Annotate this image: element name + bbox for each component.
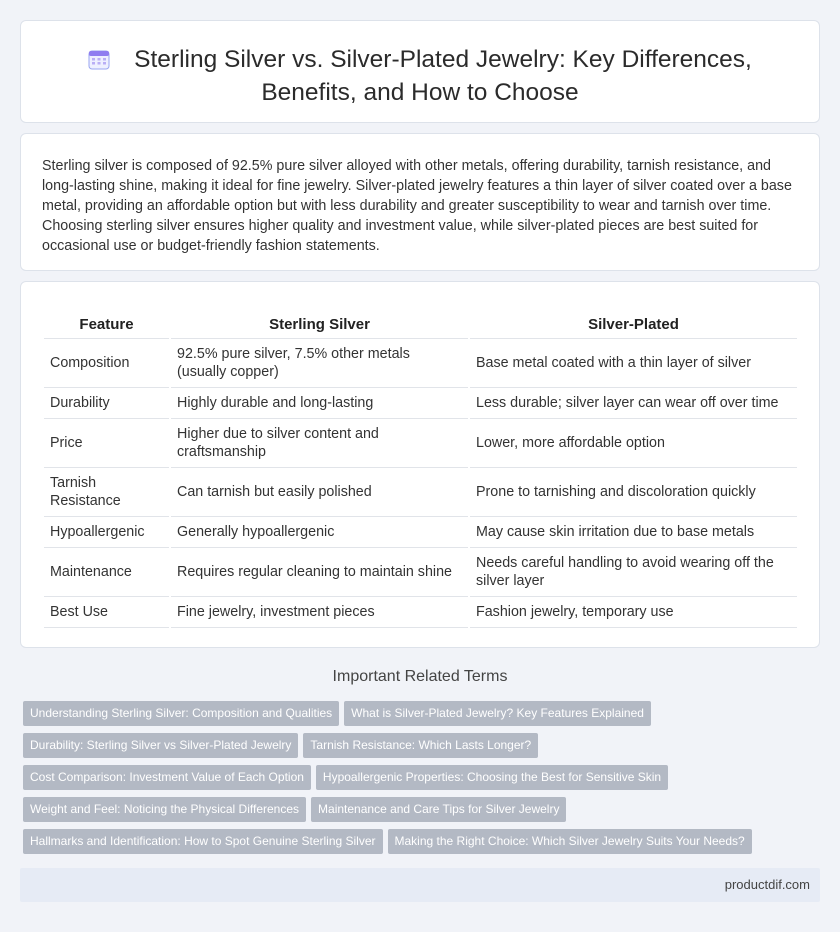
table-cell: May cause skin irritation due to base metals — [470, 517, 797, 548]
calendar-icon — [88, 48, 110, 70]
intro-card — [20, 133, 820, 271]
related-term-tag[interactable]: Understanding Sterling Silver: Composition and Qualities — [23, 701, 339, 726]
table-cell: Base metal coated with a thin layer of silver — [470, 339, 797, 388]
table-row — [44, 388, 797, 419]
table-cell: Higher due to silver content and craftsmanship — [171, 419, 468, 468]
table-cell: Maintenance — [44, 548, 169, 597]
footer — [20, 868, 820, 902]
page-title: Sterling Silver vs. Silver-Plated Jewelry: Key Differences, Benefits, and How to Choose — [134, 46, 752, 106]
table-cell: Generally hypoallergenic — [171, 517, 468, 548]
related-term-tag[interactable]: Tarnish Resistance: Which Lasts Longer? — [303, 733, 538, 758]
table-cell: Highly durable and long-lasting — [171, 388, 468, 419]
table-cell: Tarnish Resistance — [44, 468, 169, 517]
related-term-tag[interactable]: Hypoallergenic Properties: Choosing the Best for Sensitive Skin — [316, 765, 668, 790]
table-cell: Price — [44, 419, 169, 468]
title-card — [20, 20, 820, 123]
table-cell: Requires regular cleaning to maintain shine — [171, 548, 468, 597]
comparison-card — [20, 281, 820, 648]
related-terms-title: Important Related Terms — [332, 668, 508, 685]
table-header-row — [44, 310, 797, 339]
table-row — [44, 517, 797, 548]
table-cell: Fine jewelry, investment pieces — [171, 597, 468, 628]
table-cell: Can tarnish but easily polished — [171, 468, 468, 517]
table-cell: Needs careful handling to avoid wearing off the silver layer — [470, 548, 797, 597]
related-term-tag[interactable]: Cost Comparison: Investment Value of Each Option — [23, 765, 311, 790]
table-cell: Less durable; silver layer can wear off over time — [470, 388, 797, 419]
header-feature: Feature — [44, 310, 169, 339]
header-sterling-silver: Sterling Silver — [171, 310, 468, 339]
table-cell: Composition — [44, 339, 169, 388]
related-term-tag[interactable]: Durability: Sterling Silver vs Silver-Plated Jewelry — [23, 733, 298, 758]
table-cell: Fashion jewelry, temporary use — [470, 597, 797, 628]
table-cell: Durability — [44, 388, 169, 419]
page-title-wrap — [21, 21, 819, 109]
related-term-tag[interactable]: Weight and Feel: Noticing the Physical Differences — [23, 797, 306, 822]
related-term-tag[interactable]: Hallmarks and Identification: How to Spot Genuine Sterling Silver — [23, 829, 383, 854]
comparison-table — [42, 310, 799, 628]
table-row — [44, 419, 797, 468]
table-row — [44, 597, 797, 628]
table-row — [44, 339, 797, 388]
table-cell: Prone to tarnishing and discoloration quickly — [470, 468, 797, 517]
related-term-tag[interactable]: Making the Right Choice: Which Silver Jewelry Suits Your Needs? — [388, 829, 752, 854]
header-silver-plated: Silver-Plated — [470, 310, 797, 339]
table-cell: Hypoallergenic — [44, 517, 169, 548]
related-term-tag[interactable]: Maintenance and Care Tips for Silver Jewelry — [311, 797, 566, 822]
footer-site-link[interactable]: productdif.com — [724, 877, 810, 892]
table-row — [44, 548, 797, 597]
table-cell: Lower, more affordable option — [470, 419, 797, 468]
table-row — [44, 468, 797, 517]
table-cell: 92.5% pure silver, 7.5% other metals (usually copper) — [171, 339, 468, 388]
table-cell: Best Use — [44, 597, 169, 628]
related-term-tag[interactable]: What is Silver-Plated Jewelry? Key Features Explained — [344, 701, 651, 726]
related-terms-list — [23, 701, 823, 861]
intro-paragraph: Sterling silver is composed of 92.5% pure silver alloyed with other metals, offering durability, tarnish resistance, and long-lasting shine, making it ideal for fine jewelry. Silver-plated jewelry features a thin layer of silver coated over a base metal, providing an affordable option but with less durability and greater susceptibility to wear and tarnish over time. Choosing sterling silver ensures higher quality and investment value, while silver-plated pieces are best suited for occasional use or budget-friendly fashion statements. — [42, 158, 792, 254]
